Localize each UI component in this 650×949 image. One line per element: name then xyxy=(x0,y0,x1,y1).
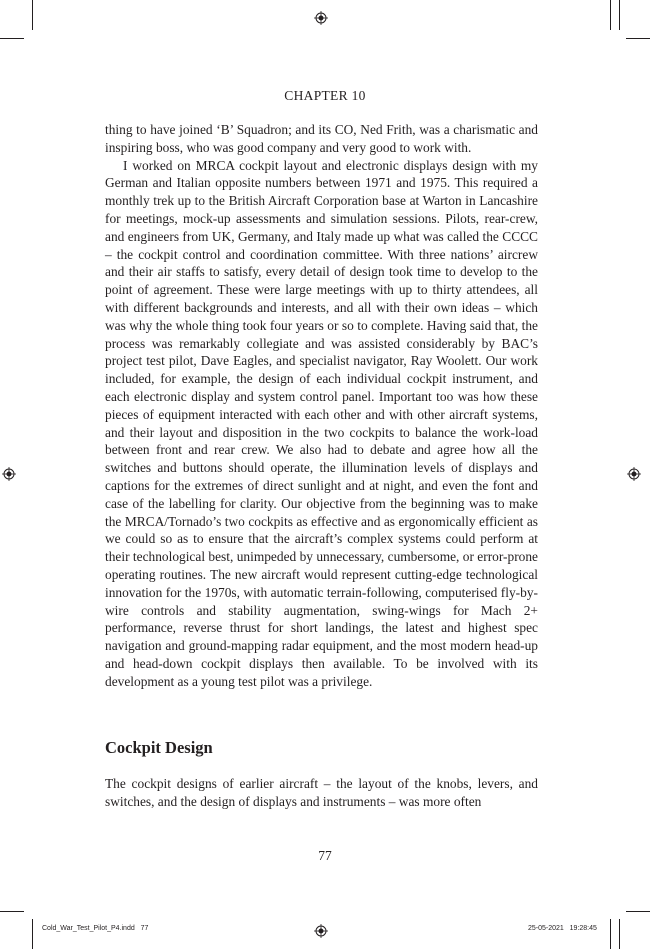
paragraph: I worked on MRCA cockpit layout and electronic displays design with my German and Italian opposite numbers between 1971 and 1975. This required a monthly trek up to the British Aircraft Corporation base at Warton in Lancashire for meetings, mock-up assessments and simulation sessions. Pilots, rear-crew, and engineers from UK, Germany, and Italy made up what was called the CCCC – the cockpit control and coordination committee. With three nations’ aircrew and their air staffs to satisfy, every detail of design took time to develop to the point of agreement. These were large meetings with up to thirty attendees, all with different backgrounds and interests, and all with their own ideas – which was why the whole thing took four years or so to complete. Having said that, the process was remarkably collegiate and was assisted considerably by BAC’s project test pilot, Dave Eagles, and specialist navigator, Ray Woolett. Our work included, for example, the design of each individual cockpit instrument, and each electronic display and system control panel. Important too was how these pieces of equipment interacted with each other and with other aircraft systems, and their layout and disposition in the two cockpits to balance the work-load between front and rear crew. We also had to debate and agree how all the switches and buttons should operate, the illumination levels of displays and captions for the extremes of direct sunlight and at night, and even the font and case of the labelling for clarity. Our objective from the beginning was to make the MRCA/Tornado’s two cockpits as effective and as ergonomically efficient as we could so as to ensure that the aircraft’s complex systems could perform at their technological best, unimpeded by unnecessary, cumbersome, or error-prone operating routines. The new aircraft would represent cutting-edge technological innovation for the 1970s, with automatic terrain-following, computerised fly-by-wire controls and stability augmentation, swing-wings for Mach 2+ performance, reverse thrust for short landings, the latest and highest spec navigation and ground-mapping radar equipment, and the most modern head-up and head-down cockpit displays then available. To be involved with its development as a young test pilot was a privilege. xyxy=(105,157,538,689)
slug-timestamp: 25-05-2021 19:28:45 xyxy=(528,925,597,932)
paragraph: thing to have joined ‘B’ Squadron; and its CO, Ned Frith, was a charismatic and inspiring boss, who was good company and very good to work with. xyxy=(105,122,538,155)
registration-mark-icon xyxy=(314,11,328,25)
crop-mark xyxy=(0,911,24,912)
crop-mark xyxy=(619,919,620,949)
body-text xyxy=(105,121,538,691)
registration-mark-icon xyxy=(627,467,641,481)
crop-mark xyxy=(610,919,611,949)
section-body-text xyxy=(105,775,538,811)
crop-mark xyxy=(619,0,620,30)
registration-mark-icon xyxy=(314,924,328,938)
running-head: CHAPTER 10 xyxy=(284,88,366,103)
page-number: 77 xyxy=(318,848,332,863)
crop-mark xyxy=(32,0,33,30)
slug-filename: Cold_War_Test_Pilot_P4.indd 77 xyxy=(42,925,149,932)
crop-mark xyxy=(626,911,650,912)
section-heading: Cockpit Design xyxy=(105,738,213,757)
crop-mark xyxy=(0,38,24,39)
registration-mark-icon xyxy=(2,467,16,481)
crop-mark xyxy=(610,0,611,30)
paragraph: The cockpit designs of earlier aircraft – the layout of the knobs, levers, and switches, and the design of displays and instruments – was more often xyxy=(105,776,538,809)
crop-mark xyxy=(32,919,33,949)
crop-mark xyxy=(626,38,650,39)
